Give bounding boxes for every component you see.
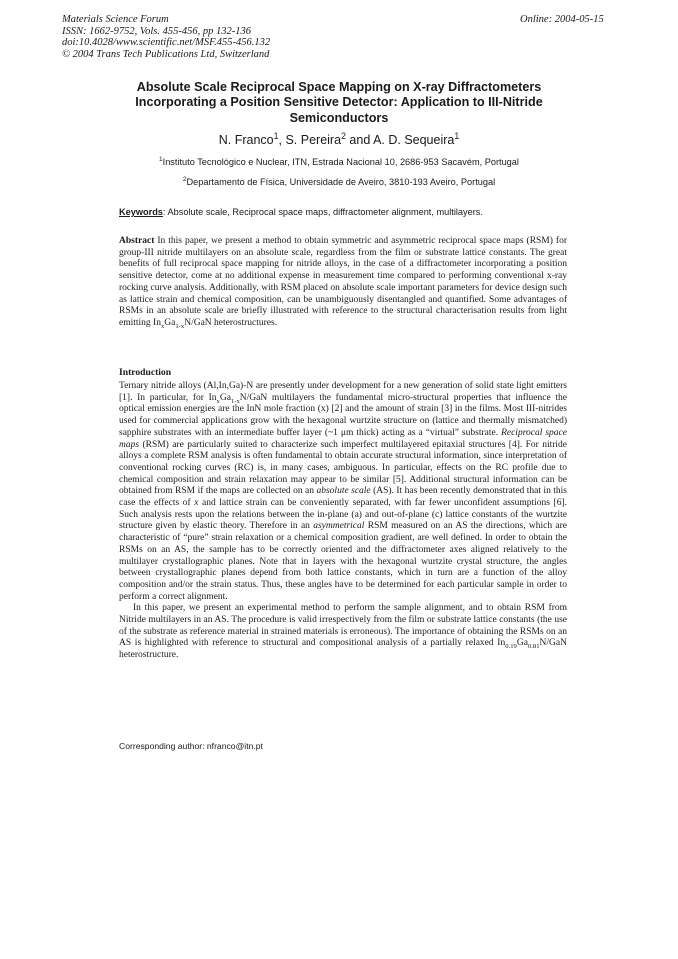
abstract-label: Abstract: [119, 236, 155, 246]
doi-line: doi:10.4028/www.scientific.net/MSF.455-456.132: [62, 37, 271, 49]
section-heading: Introduction: [119, 367, 172, 378]
affiliation-marker: 1: [273, 130, 279, 141]
subscript: 1-x: [175, 322, 185, 330]
author-name: S. Pereira: [285, 133, 342, 147]
paragraph-text: RSM measured on an AS the directions, which are characteristic of “pure” strain relaxation or a chemical composition gradient, are well defined. In order to obtain the RSMs on an AS, the sample has to be correctly oriented and the diffractometer axes aligned relatively to the multilayer crystallographic planes. Note that in layers with the hexagonal wurtzite crystal structure, the angles between crystallographic planes depend from both lattice constants, which in turn are a function of the alloy composition and/or the strain status. Thus, these angles have to be determined for each particular sample in order to perform a correct alignment.: [119, 521, 568, 602]
affiliation: [100, 157, 578, 167]
author-separator: ,: [278, 133, 286, 147]
paragraph: [119, 603, 567, 662]
italic-term: x: [194, 498, 199, 509]
issn-line: ISSN: 1662-9752, Vols. 455-456, pp 132-136: [62, 25, 251, 37]
subscript: 0.81: [527, 643, 540, 651]
abstract-text: Ga: [164, 317, 176, 328]
author-name: A. D. Sequeira: [373, 133, 455, 147]
keywords: [119, 207, 483, 217]
abstract-text: In this paper, we present a method to obtain symmetric and asymmetric reciprocal space maps (RSM) for group-III nitride multilayers on an absolute scale, regardless from the film or substrate lattice constants. The great benefits of full reciprocal space mapping for nitride alloys, in the case of a diffractometer incorporating a position sensitive detector, come at no additional expense in measurement time compared to performing conventional x-ray rocking curve analysis. Additionally, with RSM placed on absolute scale important parameters for device design such as lattice strain and chemical composition, can be unambiguously disentangled and quantified. Some advantages of RSMs in an absolute scale are briefly illustrated with reference to the structural characterisation results from light emitting In: [119, 236, 567, 328]
abstract-text: N/GaN heterostructures.: [184, 317, 278, 328]
subscript: x: [160, 322, 165, 330]
italic-term: asymmetrical: [313, 521, 365, 532]
affiliation-marker: 1: [159, 155, 163, 163]
abstract: [119, 236, 567, 330]
subscript: 1-x: [230, 397, 240, 405]
paragraph-text: Ternary nitride alloys (Al,In,Ga)-N are presently under development for a new generation of solid state light emitters [1]. In particular, for In: [119, 381, 567, 403]
paragraph-text: and lattice strain can be conveniently separated, with far fewer unconfident assumptions [6]. Such analysis rests upon the relations between the in-plane (a) and out-of-plane (c) lattice constants of the wurtzite structure given by elastic theory. Therefore in an: [119, 498, 567, 532]
keywords-label: Keywords: [119, 207, 163, 217]
author-name: N. Franco: [218, 133, 274, 147]
italic-term: absolute scale: [316, 486, 371, 497]
affiliation: [100, 177, 578, 187]
paper-title: Absolute Scale Reciprocal Space Mapping on X-ray Diffractometers Incorporating a Position Sensitive Detector: Application to III-Nitride Semiconductors: [135, 80, 543, 125]
keywords-text: : Absolute scale, Reciprocal space maps, diffractometer alignment, multilayers.: [162, 207, 483, 217]
affiliation-text: Departamento de Física, Universidade de Aveiro, 3810-193 Aveiro, Portugal: [186, 177, 496, 187]
journal-name: Materials Science Forum: [62, 14, 169, 25]
paragraph-text: In this paper, we present an experimental method to perform the sample alignment, and to obtain RSM from Nitride multilayers in an AS. The procedure is valid irrespectively from the film or substrate lattice constants (the use of the substrate as reference material in strained materials is erroneous). The importance of obtaining the RSMs on an AS is highlighted with reference to structural and compositional analysis of a partially relaxed In: [119, 603, 567, 649]
affiliation-text: Instituto Tecnológico e Nuclear, ITN, Estrada Nacional 10, 2686-953 Sacavém, Portugal: [162, 157, 519, 167]
paragraph-text: N/GaN multilayers the fundamental micro-structural properties that influence the optical emission energies are the InN mole fraction (x) [2] and the amount of strain [3] in the films. Most III-nitrides used for commercial applications grow with the hexagonal wurtzite structure on (lattice and thermally mismatched) sapphire substrates with an intermediate buffer layer (~1 μm thick) acting as a “virtual” substrate.: [119, 392, 567, 438]
corresponding-author: Corresponding author: nfranco@itn.pt: [119, 741, 263, 751]
copyright-line: © 2004 Trans Tech Publications Ltd, Switzerland: [62, 48, 270, 60]
introduction-body: [119, 381, 567, 662]
journal-header: [62, 14, 270, 60]
paragraph: [119, 381, 567, 603]
italic-term: Reciprocal space maps: [119, 427, 567, 450]
paragraph-text: (AS). It has been recently demonstrated that in this case the effects of: [119, 486, 567, 509]
paragraph-text: (RSM) are particularly suited to characterize such imperfect multilayered epitaxial structures [4]. For nitride alloys a complete RSM analysis is often fundamental to obtain accurate structural information, since interpretation of conventional rocking curves (RC) is, in many cases, ambiguous. In particular, effects on the RC profile due to chemical composition and strain relaxation may appear to be similar [5]. Additional structural information can be obtained from RSM if the maps are collected on an: [119, 439, 567, 497]
paragraph-text: Ga: [516, 638, 528, 649]
author-list: [100, 130, 578, 147]
paragraph-text: N/GaN heterostructure.: [119, 638, 567, 661]
affiliation-marker: 2: [341, 130, 346, 141]
subscript: x: [216, 397, 220, 405]
subscript: 0.19: [505, 643, 517, 651]
online-date: Online: 2004-05-15: [520, 14, 604, 25]
affiliation-marker: 2: [182, 175, 187, 183]
paragraph-text: Ga: [219, 392, 231, 403]
affiliation-marker: 1: [454, 130, 460, 141]
author-separator: and: [345, 133, 374, 147]
